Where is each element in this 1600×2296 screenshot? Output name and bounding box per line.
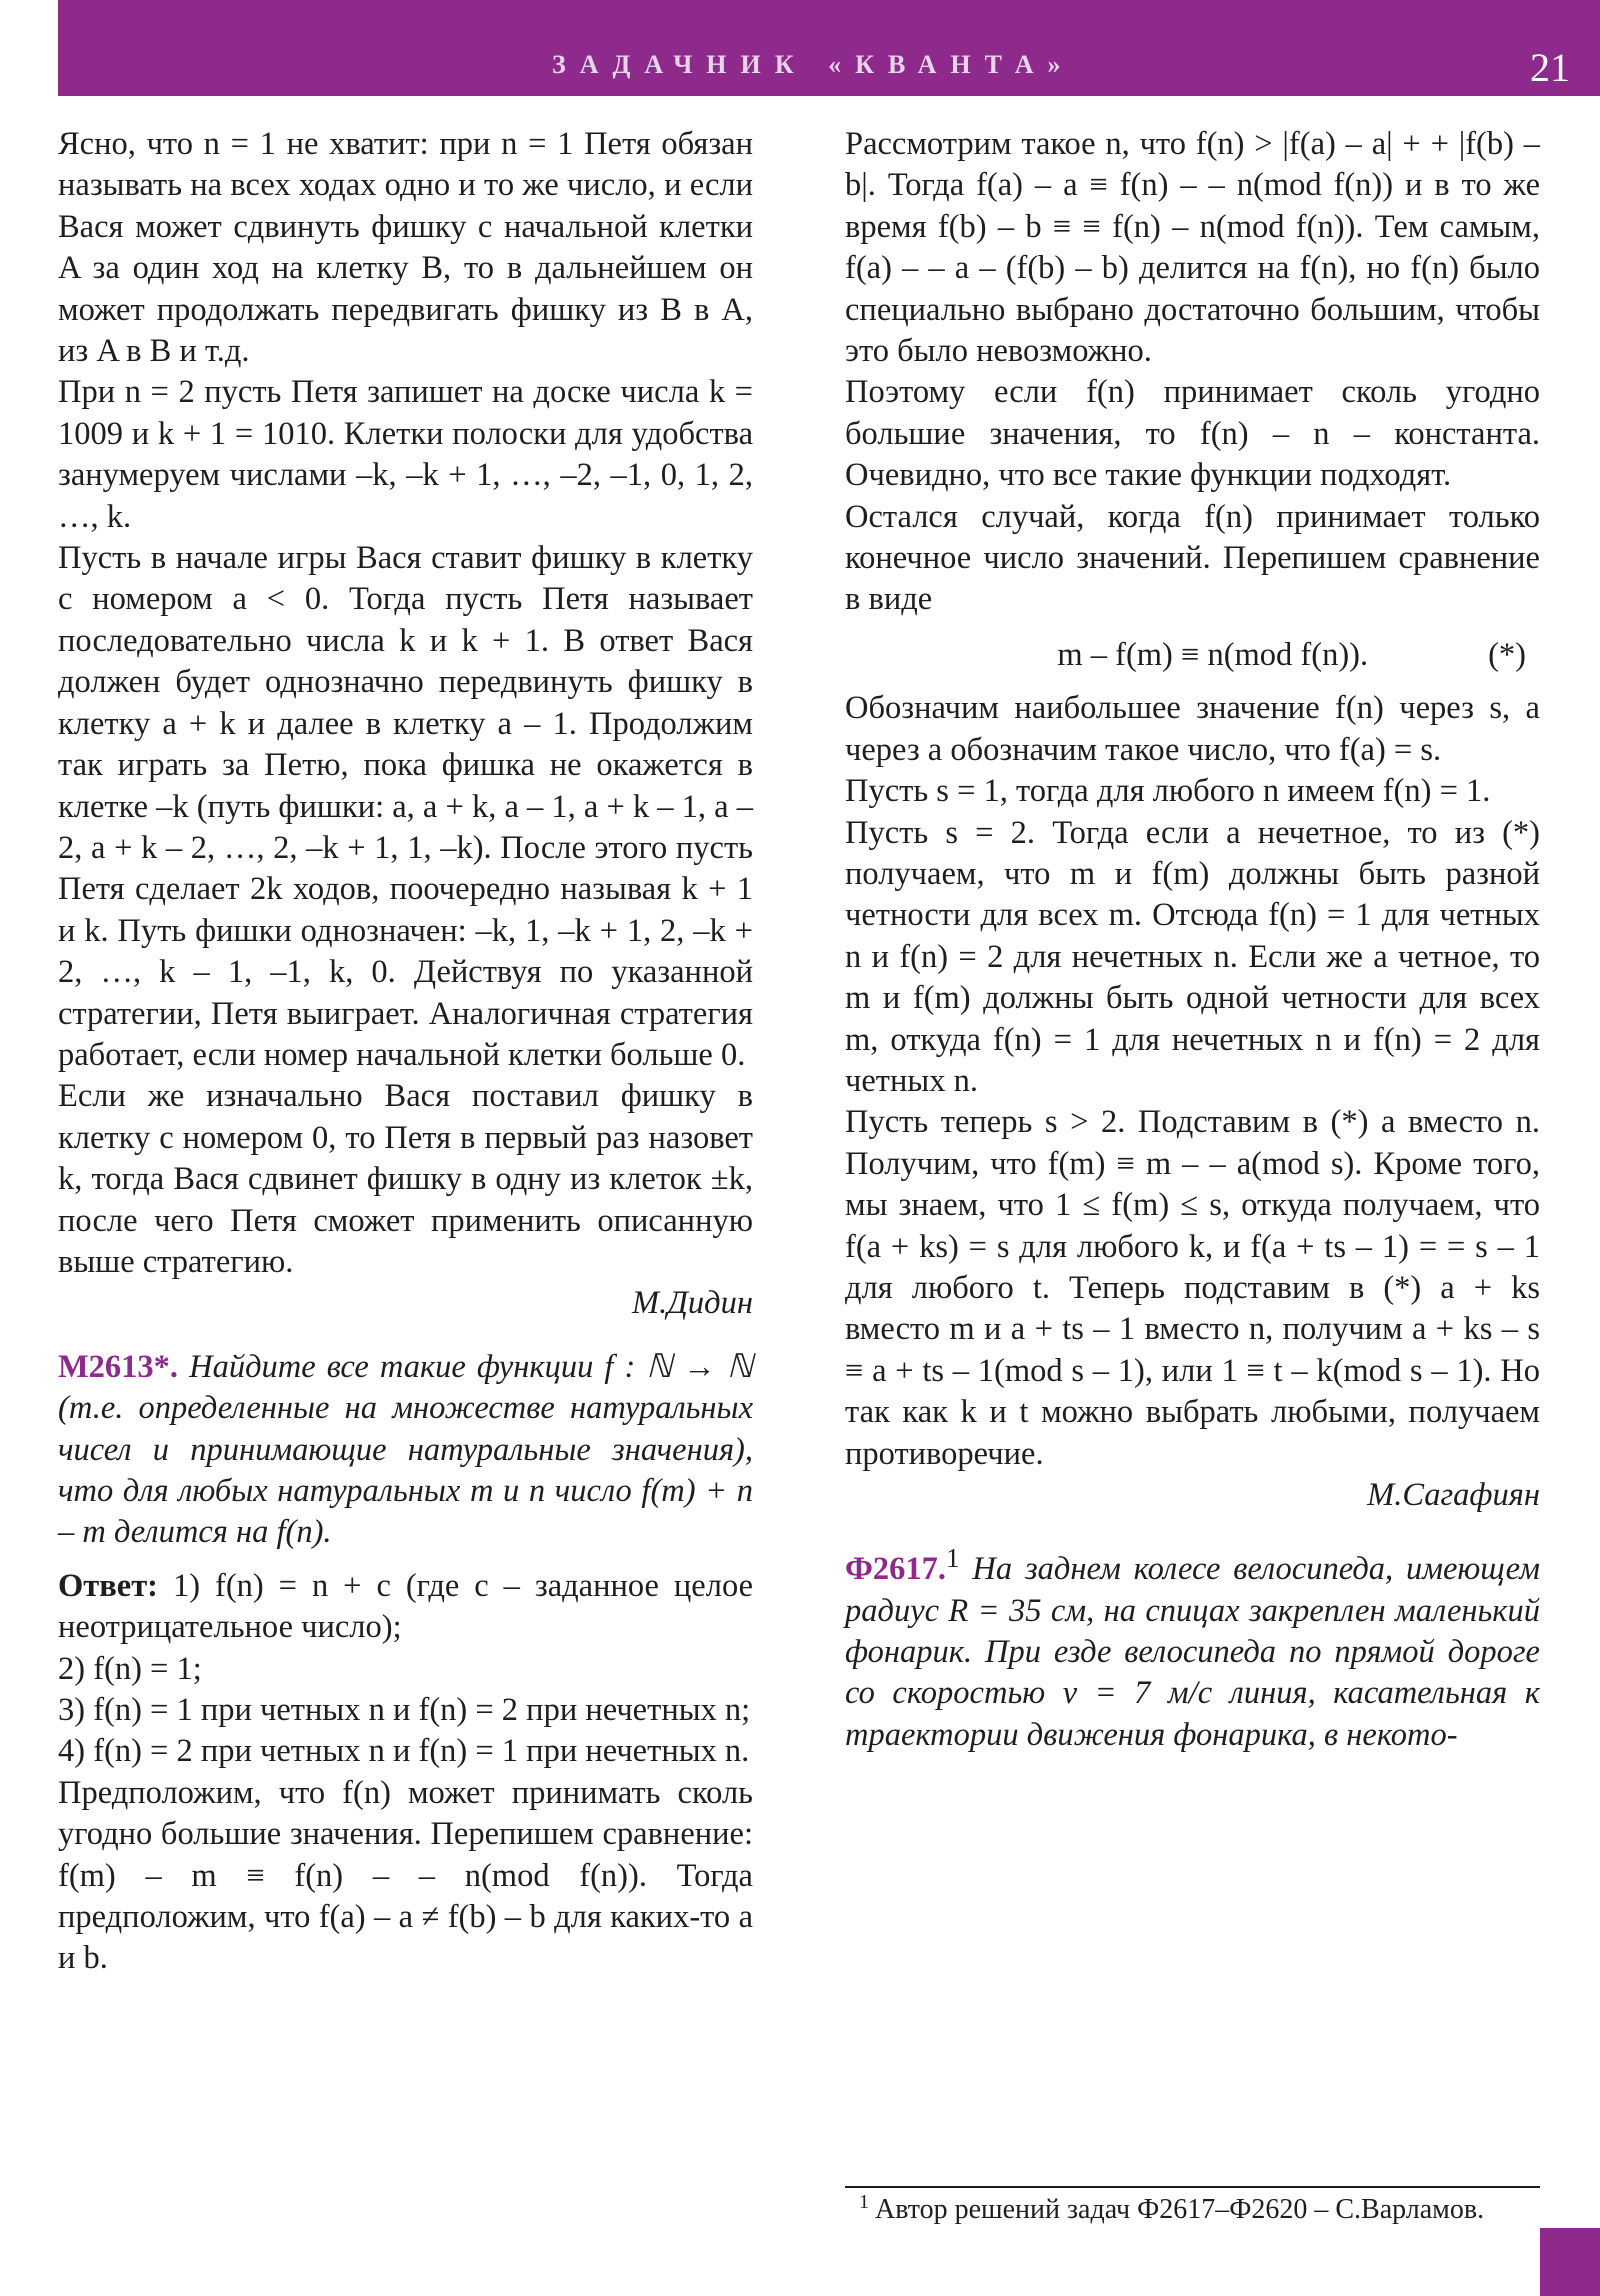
footnote-reference: 1 [946,1543,960,1574]
problem-f2617 [845,1538,1540,1756]
page-number: 21 [1530,45,1570,90]
problem-statement: На заднем колесе велосипеда, имеющем радиус R = 35 см, на спицах закреплен маленький фонарик. При езде велосипеда по прямой дороге со скоростью v = 7 м/с линия, касательная к траектории движения фонарика, в некото- [845,1551,1540,1753]
paragraph: Пусть s = 1, тогда для любого n имеем f(n) = 1. [845,773,1491,810]
equation [845,635,1540,676]
problem-m2613 [58,1347,753,1554]
paragraph: Ясно, что n = 1 не хватит: при n = 1 Петя обязан называть на всех ходах одно и то же число, и если Вася может сдвинуть фишку с начальной клетки A за один ход на клетку B, то в дальнейшем он может продолжать передвигать фишку из B в A, из A в B и т.д. [58,126,753,370]
paragraph: Поэтому если f(n) принимает сколь угодно большие значения, то f(n) – n – константа. Очевидно, что все такие функции подходят. [845,374,1540,494]
right-column [845,124,1540,1756]
author-signature: М.Сагафиян [1367,1477,1540,1513]
paragraph: Предположим, что f(n) может принимать сколь угодно большие значения. Перепишем сравнение: f(m) – m ≡ f(n) – – n(mod f(n)). Тогда предположим, что f(a) – a ≠ f(b) – b для каких-то a и b. [58,1774,753,1977]
footnote-text: Автор решений задач Ф2617–Ф2620 – С.Варламов. [875,2194,1485,2225]
equation-tag: (*) [1488,636,1526,673]
journal-section-title: ЗАДАЧНИК «КВАНТА» [552,50,1075,79]
problem-statement: Найдите все такие функции f : ℕ → ℕ (т.е. определенные на множестве натуральных чисел и принимающие натуральные значения), что для любых натуральных m и n число f(m) + n – m делится на f(n). [58,1348,753,1551]
paragraph: Пусть теперь s > 2. Подставим в (*) a вместо n. Получим, что f(m) ≡ m – – a(mod s). Кроме того, мы знаем, что 1 ≤ f(m) ≤ s, откуда получаем, что f(a + ks) = s для любого k, и f(a + ts – 1) = = s – 1 для любого t. Теперь подставим в (*) a + ks вместо m и a + ts – 1 вместо n, получим a + ks – s ≡ a + ts – 1(mod s – 1), или 1 ≡ t – k(mod s – 1). Но так как k и t можно выбрать любыми, получаем противоречие. [845,1104,1540,1472]
answer-item: 1) f(n) = n + c (где c – заданное целое неотрицательное число); [58,1567,754,1646]
footnote [845,2186,1540,2228]
equation-expression: m – f(m) ≡ n(mod f(n)). [1057,636,1369,673]
answer-item: 4) f(n) = 2 при четных n и f(n) = 1 при нечетных n. [58,1733,750,1770]
paragraph: Если же изначально Вася поставил фишку в клетку с номером 0, то Петя в первый раз назовет k, тогда Вася сдвинет фишку в одну из клеток ±k, после чего Петя сможет применить описанную выше стратегию. [58,1078,753,1280]
left-column [58,124,753,1980]
paragraph: Остался случай, когда f(n) принимает только конечное число значений. Перепишем сравнение в виде [845,498,1540,618]
paragraph: Рассмотрим такое n, что f(n) > |f(a) – a| + + |f(b) – b|. Тогда f(a) – a ≡ f(n) – – n(mod f(n)) и в то же время f(b) – b ≡ ≡ f(n) – n(mod f(n)). Тем самым, f(a) – – a – (f(b) – b) делится на f(n), но f(n) было специально выбрано достаточно большим, чтобы это было невозможно. [845,126,1540,370]
paragraph: Пусть в начале игры Вася ставит фишку в клетку с номером a < 0. Тогда пусть Петя называет последовательно числа k и k + 1. В ответ Вася должен будет однозначно передвинуть фишку в клетку a + k и далее в клетку a – 1. Продолжим так играть за Петю, пока фишка не окажется в клетке –k (путь фишки: a, a + k, a – 1, a + k – 1, a – 2, a + k – 2, …, 2, –k + 1, 1, –k). После этого пусть Петя сделает 2k ходов, поочередно называя k + 1 и k. Путь фишки однозначен: –k, 1, –k + 1, 2, –k + 2, …, k – 1, –1, k, 0. Действуя по указанной стратегии, Петя выиграет. Аналогичная стратегия работает, если номер начальной клетки больше 0. [58,540,753,1073]
answer-item: 3) f(n) = 1 при четных n и f(n) = 2 при нечетных n; [58,1692,751,1729]
problem-code: М2613*. [58,1348,179,1385]
answer-line [58,1566,753,1649]
page-header [58,0,1600,96]
paragraph: Обозначим наибольшее значение f(n) через s, а через a обозначим такое число, что f(a) = s. [845,690,1540,768]
corner-decoration [1540,2228,1600,2296]
footnote-mark: 1 [859,2190,869,2213]
answer-label: Ответ: [58,1567,159,1604]
paragraph: При n = 2 пусть Петя запишет на доске числа k = 1009 и k + 1 = 1010. Клетки полоски для удобства занумеруем числами –k, –k + 1, …, –2, –1, 0, 1, 2, …, k. [58,374,753,535]
author-signature: М.Дидин [632,1285,753,1322]
paragraph: Пусть s = 2. Тогда если a нечетное, то из (*) получаем, что m и f(m) должны быть разной четности для всех m. Отсюда f(n) = 1 для четных n и f(n) = 2 для нечетных n. Если же a четное, то m и f(m) должны быть одной четности для всех m, откуда f(n) = 1 для нечетных n и f(n) = 2 для четных n. [845,814,1540,1099]
problem-code: Ф2617. [845,1551,947,1588]
answer-item: 2) f(n) = 1; [58,1650,202,1687]
